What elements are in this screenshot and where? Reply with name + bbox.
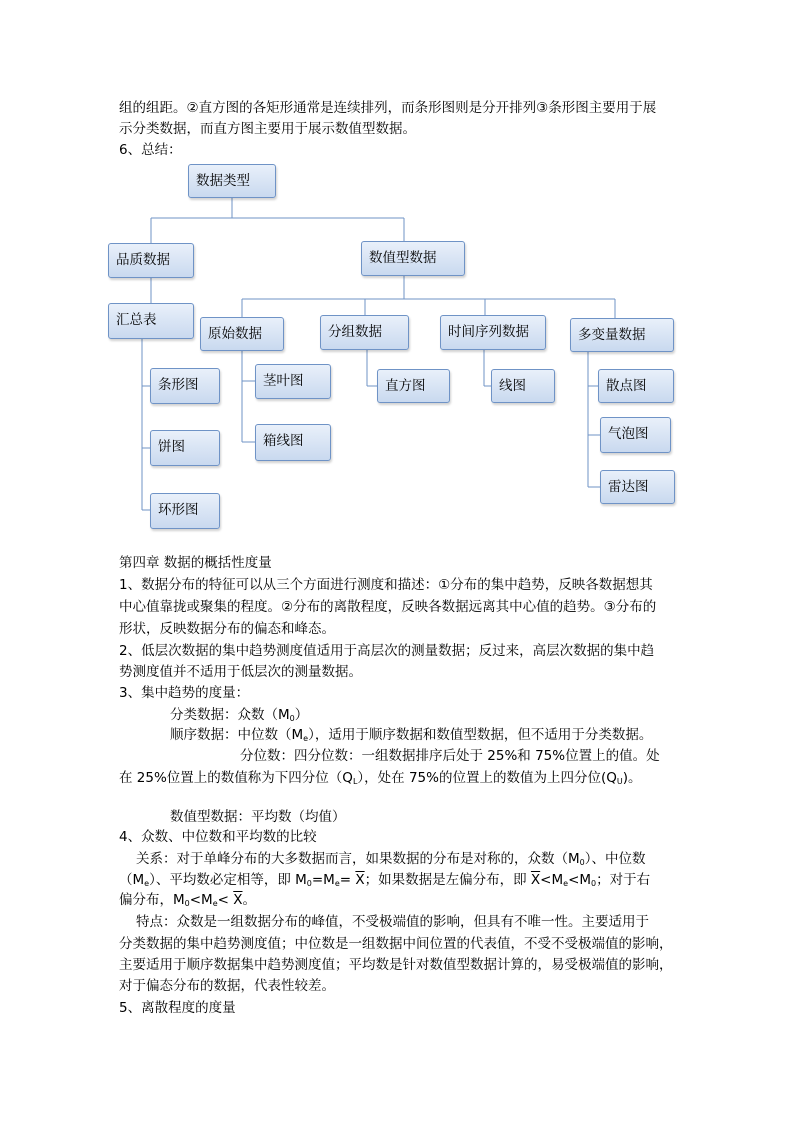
text-line: 3、集中趋势的度量： xyxy=(119,685,250,701)
text-line: 势测度值并不适用于低层次的测量数据。 xyxy=(119,664,362,680)
node-grouped-data: 分组数据 xyxy=(320,315,409,350)
node-data-type: 数据类型 xyxy=(188,164,276,198)
text-line: 形状，反映数据分布的偏态和峰态。 xyxy=(119,621,335,637)
quartile-line-2: 在 25%位置上的数值称为下四分位$(Q_L)$，处在 75%的位置上的数值为上四分位$(Q_U)$。 xyxy=(119,770,642,786)
node-radar: 雷达图 xyxy=(600,470,675,504)
text-line: 中心值靠拢或聚集的程度。②分布的离散程度，反映各数据远离其中心值的趋势。③分布的 xyxy=(119,599,657,615)
relation-line-1: 关系：对于单峰分布的大多数据而言，如果数据的分布是对称的，众数$(M_0)$、中位数 xyxy=(136,851,646,867)
node-pie-chart: 饼图 xyxy=(150,430,220,466)
node-bubble: 气泡图 xyxy=(600,417,671,453)
text-line: 组的组距。②直方图的各矩形通常是连续排列，而条形图则是分开排列③条形图主要用于展 xyxy=(119,100,657,116)
section-heading: 5、离散程度的度量 xyxy=(119,1000,236,1016)
node-ring-chart: 环形图 xyxy=(150,493,220,529)
node-summary-table: 汇总表 xyxy=(108,303,194,339)
feature-line: 对于偏态分布的数据，代表性较差。 xyxy=(119,978,335,994)
node-time-series: 时间序列数据 xyxy=(440,315,546,350)
section-heading: 6、总结： xyxy=(119,142,182,158)
categorical-line: 分类数据：众数$(M_0)$ xyxy=(170,707,309,723)
node-scatter: 散点图 xyxy=(598,369,674,403)
feature-line: 主要适用于顺序数据集中趋势测度值；平均数是针对数值型数据计算的，易受极端值的影响， xyxy=(119,957,673,973)
node-stem-leaf: 茎叶图 xyxy=(255,364,331,399)
relation-line-3: 偏分布，$M_0<M_e< \overline{X}$。 xyxy=(119,892,256,908)
text-line: 2、低层次数据的集中趋势测度值适用于高层次的测量数据；反过来，高层次数据的集中趋 xyxy=(119,643,655,659)
feature-line: 分类数据的集中趋势测度值；中位数是一组数据中间位置的代表值，不受不受极端值的影响， xyxy=(119,936,673,952)
ordinal-line: 顺序数据：中位数$(M_e)$，适用于顺序数据和数值型数据，但不适用于分类数据。 xyxy=(170,727,653,743)
feature-line: 特点：众数是一组数据分布的峰值，不受极端值的影响，但具有不唯一性。主要适用于 xyxy=(136,914,649,930)
quartile-line: 分位数：四分位数：一组数据排序后处于 25%和 75%位置上的值。处 xyxy=(240,748,660,764)
node-raw-data: 原始数据 xyxy=(200,317,284,351)
chapter-title: 第四章 数据的概括性度量 xyxy=(119,555,272,571)
node-histogram: 直方图 xyxy=(377,369,450,403)
text-line: 示分类数据，而直方图主要用于展示数值型数据。 xyxy=(119,121,416,137)
node-bar-chart: 条形图 xyxy=(150,368,220,404)
numeric-line: 数值型数据：平均数（均值） xyxy=(170,809,346,825)
node-line-chart: 线图 xyxy=(491,369,555,403)
node-quantitative-data: 数值型数据 xyxy=(361,241,465,276)
node-qualitative-data: 品质数据 xyxy=(108,243,194,278)
text-line: 1、数据分布的特征可以从三个方面进行测度和描述：①分布的集中趋势，反映各数据想其 xyxy=(119,577,653,593)
node-box-plot: 箱线图 xyxy=(255,424,331,461)
relation-line-2: $(M_e)$、平均数必定相等，即 $M_0=M_e= \overline{X}$；如果数据是左偏分布，即 $\overline{X}<M_e<M_0$；对于右 xyxy=(119,872,651,888)
section-heading: 4、众数、中位数和平均数的比较 xyxy=(119,829,317,845)
node-multivariate-data: 多变量数据 xyxy=(570,318,674,352)
